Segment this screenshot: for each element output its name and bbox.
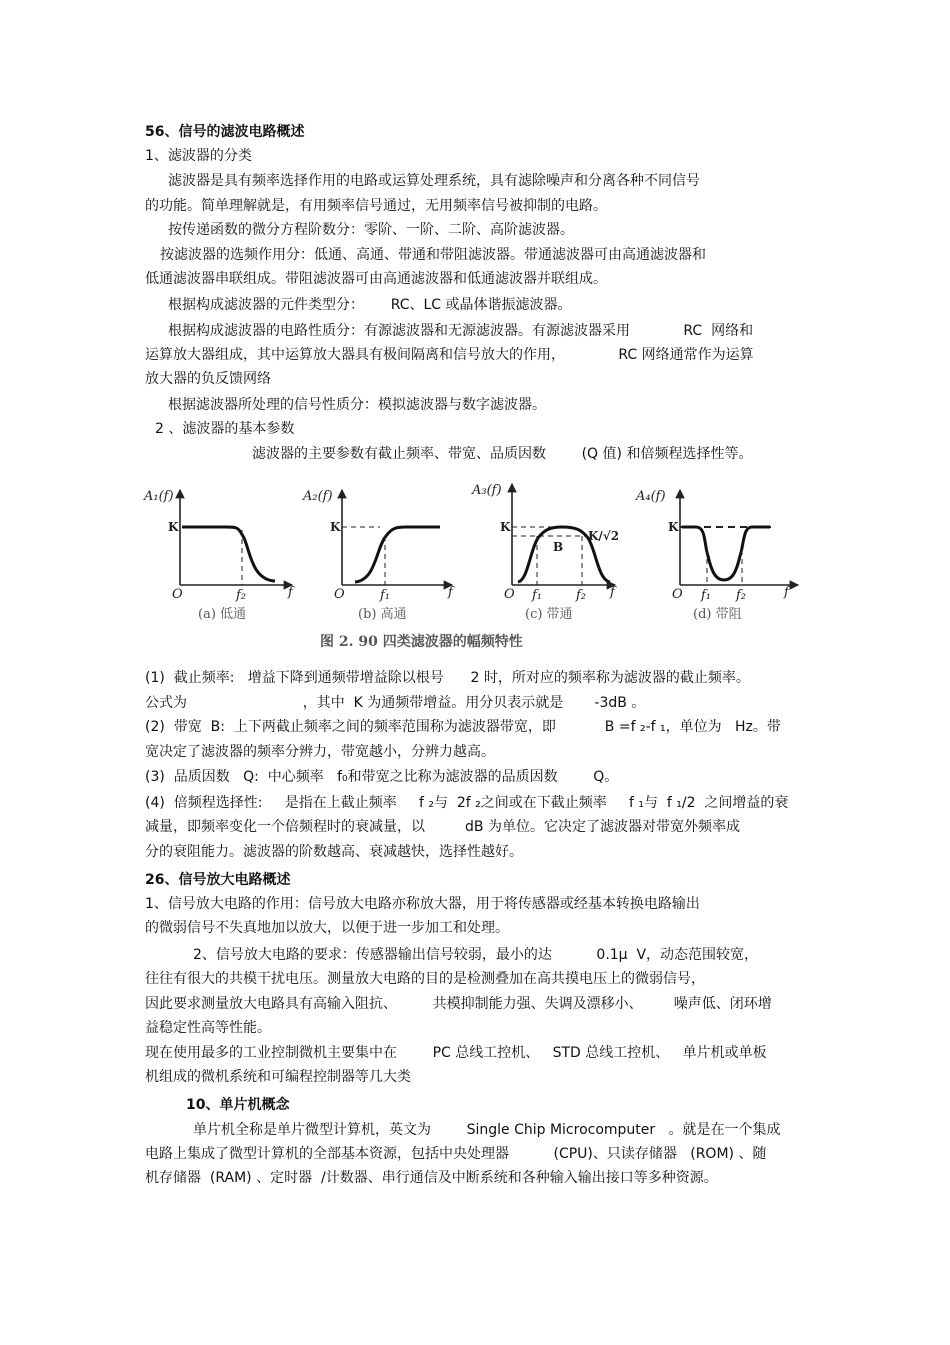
paragraph-line: 根据构成滤波器的元件类型分： RC、LC 或晶体谐振滤波器。 <box>168 297 572 313</box>
panel-highpass <box>302 489 455 622</box>
caption-b: (b) 高通 <box>358 607 407 622</box>
origin-label-c: O <box>504 587 515 602</box>
section-heading-filter: 56、信号的滤波电路概述 <box>145 124 305 140</box>
caption-c: (c) 带通 <box>525 607 573 622</box>
paragraph-line: 电路上集成了微型计算机的全部基本资源，包括中央处理器 (CPU)、只读存储器 (ROM) 、随 <box>145 1146 767 1162</box>
panel-lowpass <box>143 489 295 622</box>
paragraph-line: 的微弱信号不失真地加以放大，以便于进一步加工和处理。 <box>145 920 509 936</box>
f1-label-d: f₁ <box>701 588 712 603</box>
filter-response-figure <box>140 478 820 658</box>
k-label-a: K <box>168 520 179 534</box>
panel-bandstop <box>635 489 798 622</box>
f2-label-c: f₂ <box>576 588 587 603</box>
paragraph-line: 按滤波器的选频作用分：低通、高通、带通和带阻滤波器。带通滤波器可由高通滤波器和 <box>160 247 706 263</box>
ylabel-b: A₂(f) <box>303 489 333 504</box>
ylabel-a: A₁(f) <box>144 489 174 504</box>
paragraph-line: 单片机全称是单片微型计算机，英文为 Single Chip Microcomputer 。就是在一个集成 <box>193 1122 781 1138</box>
paragraph-line: 的功能。简单理解就是，有用频率信号通过，无用频率信号被抑制的电路。 <box>145 198 607 214</box>
paragraph-line: 放大器的负反馈网络 <box>145 371 271 387</box>
f-axis-label-a: f <box>288 585 293 600</box>
paragraph-line: (1) 截止频率: 增益下降到通频带增益除以根号 2 时，所对应的频率称为滤波器的截止频率。 <box>145 670 750 686</box>
k-sqrt2-label-c: K/√2 <box>588 529 620 543</box>
subheading-filter-parameters: 2 、滤波器的基本参数 <box>155 421 295 437</box>
paragraph-line: 分的衰阻能力。滤波器的阶数越高、衰减越快，选择性越好。 <box>145 844 523 860</box>
caption-a: (a) 低通 <box>198 607 247 622</box>
paragraph-line: 低通滤波器串联组成。带阻滤波器可由高通滤波器和低通滤波器并联组成。 <box>145 271 607 287</box>
paragraph-line: 根据构成滤波器的电路性质分：有源滤波器和无源滤波器。有源滤波器采用 RC 网络和 <box>168 323 754 339</box>
paragraph-line: 1、信号放大电路的作用：信号放大电路亦称放大器，用于将传感器或经基本转换电路输出 <box>145 896 700 912</box>
paragraph-line: 滤波器是具有频率选择作用的电路或运算处理系统，具有滤除噪声和分离各种不同信号 <box>168 173 700 189</box>
paragraph-line: 运算放大器组成，其中运算放大器具有极间隔离和信号放大的作用， RC 网络通常作为运算 <box>145 347 754 363</box>
panel-bandpass <box>471 483 619 622</box>
paragraph-line: 益稳定性高等性能。 <box>145 1020 271 1036</box>
ylabel-c: A₃(f) <box>472 483 502 498</box>
paragraph-line: (4) 倍频程选择性: 是指在上截止频率 f ₂与 2f ₂之间或在下截止频率 f ₁与 f ₁/2 之间增益的衰 <box>145 795 789 811</box>
bandwidth-label-c: B <box>553 540 564 554</box>
paragraph-line: 宽决定了滤波器的频率分辨力，带宽越小，分辨力越高。 <box>145 744 495 760</box>
paragraph-line: 滤波器的主要参数有截止频率、带宽、品质因数 (Q 值) 和倍频程选择性等。 <box>252 446 753 462</box>
section-heading-mcu: 10、单片机概念 <box>186 1097 290 1113</box>
paragraph-line: 减量，即频率变化一个倍频程时的衰减量，以 dB 为单位。它决定了滤波器对带宽外频率成 <box>145 819 740 835</box>
section-heading-amplifier: 26、信号放大电路概述 <box>145 872 291 888</box>
paragraph-line: 机存储器 (RAM) 、定时器 /计数器、串行通信及中断系统和各种输入输出接口等多种资源。 <box>145 1170 718 1186</box>
k-label-c: K <box>500 520 511 534</box>
f2-label-d: f₂ <box>736 588 747 603</box>
highpass-curve <box>355 527 440 582</box>
paragraph-line: 因此要求测量放大电路具有高输入阻抗、 共模抑制能力强、失调及漂移小、 噪声低、闭环增 <box>145 996 772 1012</box>
f-axis-label-b: f <box>448 585 453 600</box>
subheading-filter-classification: 1、滤波器的分类 <box>145 148 252 164</box>
figure-title: 图 2. 90 四类滤波器的幅频特性 <box>320 634 523 650</box>
f2-label-a: f₂ <box>236 588 247 603</box>
origin-label-b: O <box>334 587 345 602</box>
origin-label-d: O <box>672 587 683 602</box>
k-label-d: K <box>668 520 679 534</box>
f1-label-b: f₁ <box>380 588 391 603</box>
f-axis-label-d: f <box>784 585 789 600</box>
paragraph-line: (2) 带宽 B: 上下两截止频率之间的频率范围称为滤波器带宽，即 B =f ₂-f ₁，单位为 Hz。带 <box>145 719 781 735</box>
bandstop-curve <box>682 527 770 580</box>
paragraph-line: (3) 品质因数 Q: 中心频率 f₀和带宽之比称为滤波器的品质因数 Q。 <box>145 769 619 785</box>
paragraph-line: 2、信号放大电路的要求：传感器输出信号较弱，最小的达 0.1μ V，动态范围较宽， <box>193 947 759 963</box>
ylabel-d: A₄(f) <box>636 489 666 504</box>
f1-label-c: f₁ <box>532 588 543 603</box>
f-axis-label-c: f <box>610 585 615 600</box>
paragraph-line: 现在使用最多的工业控制微机主要集中在 PC 总线工控机、 STD 总线工控机、 单片机或单板 <box>145 1045 767 1061</box>
paragraph-line: 公式为 ，其中 K 为通频带增益。用分贝表示就是 -3dB 。 <box>145 695 646 711</box>
paragraph-line: 按传递函数的微分方程阶数分：零阶、一阶、二阶、高阶滤波器。 <box>168 222 574 238</box>
caption-d: (d) 带阻 <box>693 607 742 622</box>
paragraph-line: 往往有很大的共模干扰电压。测量放大电路的目的是检测叠加在高共摸电压上的微弱信号， <box>145 971 705 987</box>
origin-label-a: O <box>172 587 183 602</box>
paragraph-line: 机组成的微机系统和可编程控制器等几大类 <box>145 1069 411 1085</box>
paragraph-line: 根据滤波器所处理的信号性质分：模拟滤波器与数字滤波器。 <box>168 397 546 413</box>
k-label-b: K <box>330 520 341 534</box>
lowpass-curve <box>182 527 275 581</box>
